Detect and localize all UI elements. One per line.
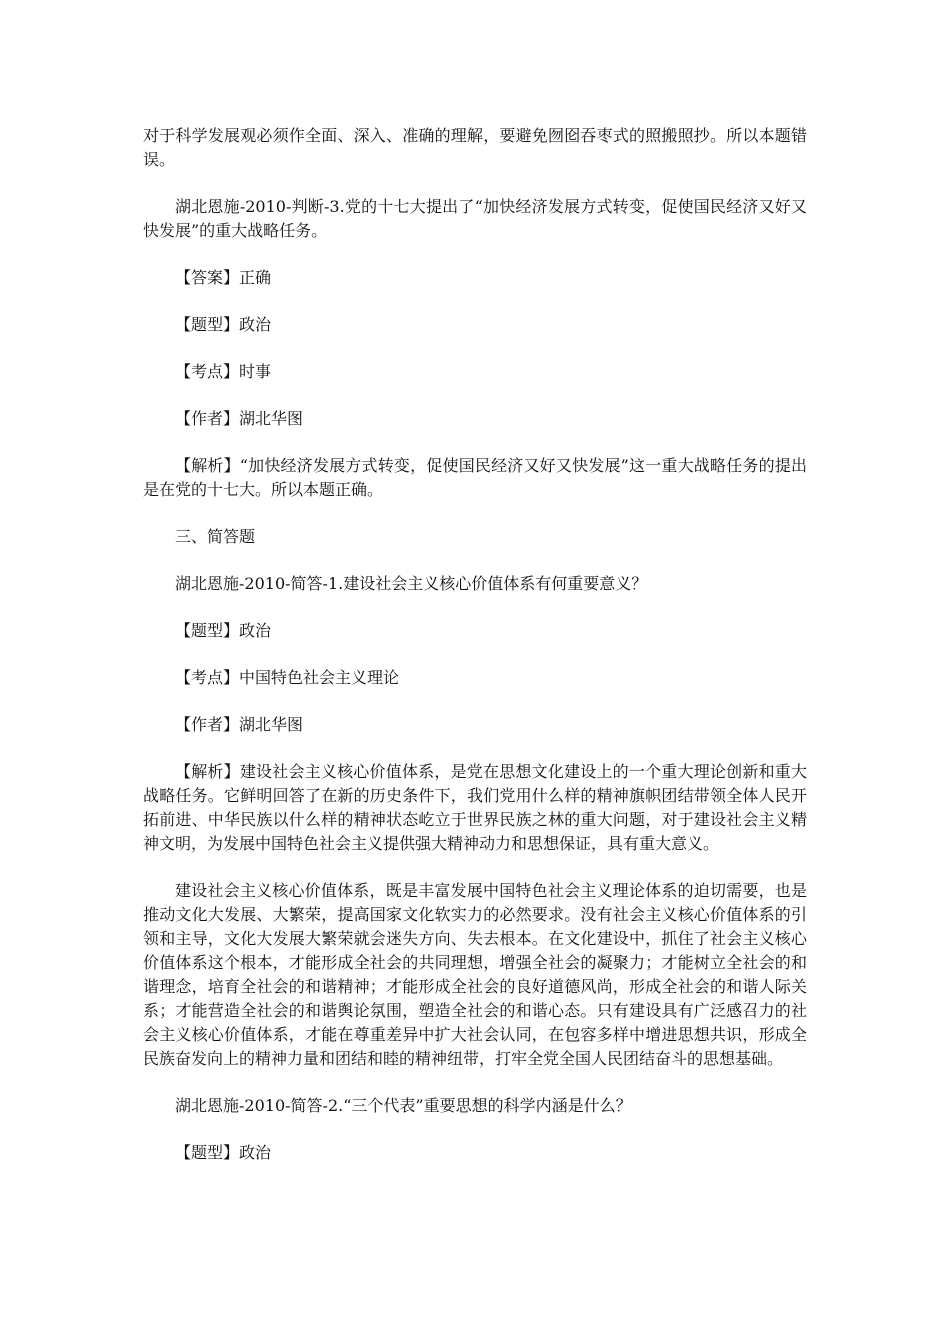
- analysis-paragraph-continued: 建设社会主义核心价值体系，既是丰富发展中国特色社会主义理论体系的迫切需要，也是推动文化大发展、大繁荣，提高国家文化软实力的必然要求。没有社会主义核心价值体系的引领和主导，文化大发展大繁荣就会迷失方向、失去根本。在文化建设中，抓住了社会主义核心价值体系这个根本，才能形成全社会的共同理想，增强全社会的凝聚力；才能树立全社会的和谐理念，培育全社会的和谐精神；才能形成全社会的良好道德风尚，形成全社会的和谐人际关系；才能营造全社会的和谐舆论氛围，塑造全社会的和谐心态。只有建设具有广泛感召力的社会主义核心价值体系，才能在尊重差异中扩大社会认同，在包容多样中增进思想共识，形成全民族奋发向上的精神力量和团结和睦的精神纽带，打牢全党全国人民团结奋斗的思想基础。: [143, 881, 807, 1068]
- answer-label: 【答案】正确: [175, 268, 272, 287]
- question-short-answer-2: 湖北恩施-2010-简答-2.“三个代表”重要思想的科学内涵是什么？: [175, 1096, 632, 1115]
- analysis-paragraph: 【解析】建设社会主义核心价值体系，是党在思想文化建设上的一个重大理论创新和重大战略任务。它鲜明回答了在新的历史条件下，我们党用什么样的精神旗帜团结带领全体人民开拓前进、中华民族以什么样的精神状态屹立于世界民族之林的重大问题，对于建设社会主义精神文明，为发展中国特色社会主义提供强大精神动力和思想保证，具有重大意义。: [143, 762, 807, 853]
- document-page: [143, 124, 807, 1165]
- question-type-label: 【题型】政治: [175, 315, 272, 334]
- question-judgment-3: 湖北恩施-2010-判断-3.党的十七大提出了“加快经济发展方式转变，促使国民经济又好又快发展”的重大战略任务。: [143, 197, 807, 240]
- analysis-paragraph: 【解析】“加快经济发展方式转变，促使国民经济又好又快发展”这一重大战略任务的提出是在党的十七大。所以本题正确。: [143, 456, 807, 499]
- author-label: 【作者】湖北华图: [175, 409, 304, 428]
- paragraph-continuation: 对于科学发展观必须作全面、深入、准确的理解，要避免囫囵吞枣式的照搬照抄。所以本题错误。: [143, 126, 807, 169]
- question-type-label: 【题型】政治: [175, 1143, 272, 1162]
- question-type-label: 【题型】政治: [175, 621, 272, 640]
- section-heading: 三、简答题: [175, 527, 256, 546]
- test-point-label: 【考点】时事: [175, 362, 272, 381]
- question-short-answer-1: 湖北恩施-2010-简答-1.建设社会主义核心价值体系有何重要意义？: [175, 574, 648, 593]
- test-point-label: 【考点】中国特色社会主义理论: [175, 668, 400, 687]
- author-label: 【作者】湖北华图: [175, 715, 304, 734]
